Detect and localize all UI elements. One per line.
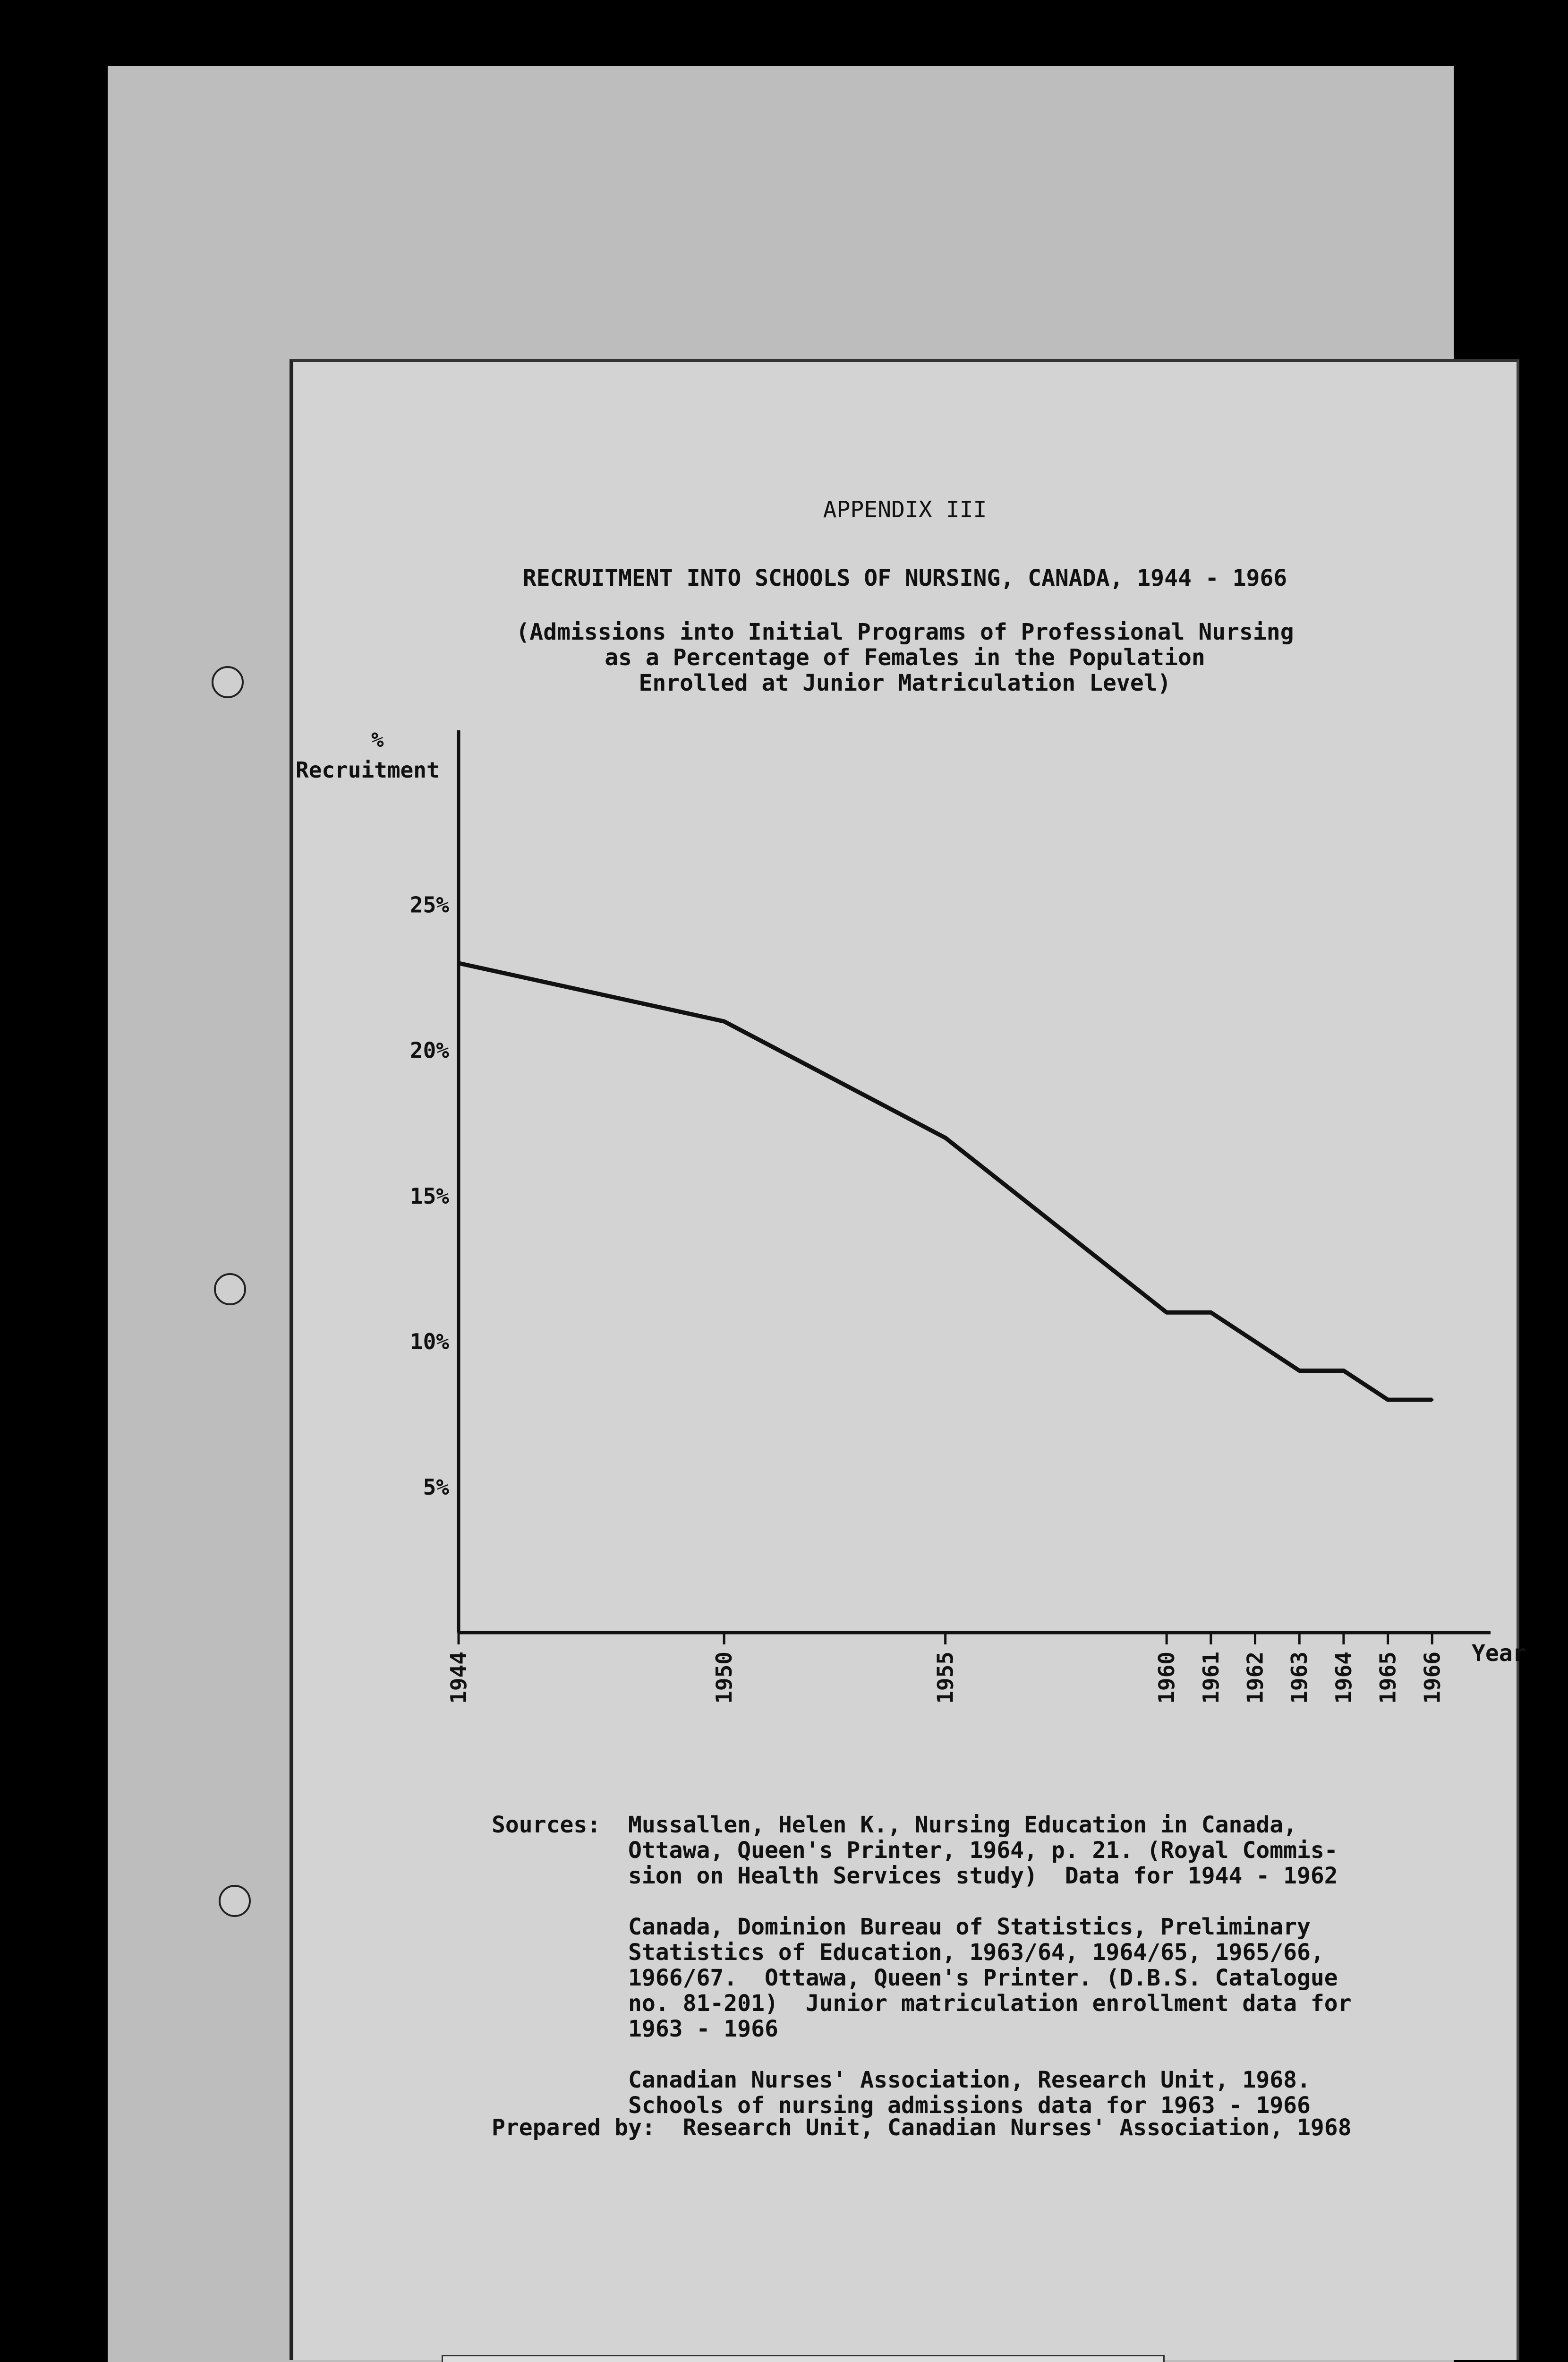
data-point: [1342, 1369, 1345, 1372]
data-point: [457, 962, 460, 965]
document-sheet: [290, 359, 1526, 2360]
punch-hole: [214, 1273, 246, 1305]
y-axis-ticks: [410, 892, 449, 1500]
sources-text: Sources: Mussallen, Helen K., Nursing Education in Canada, Ottawa, Queen's Printer, 1964, p. 21. (Royal Commis- sion on Health Services study) Data for 1944 - 1962 Canada, Dominion Bureau of Statistics, Preliminary Statistics of Education, 1963/64, 1964/65, 1965/66, 1966/67. Ottawa, Queen's Printer. (D.B.S. Catalogue no. 81-201) Junior matriculation enrollment data for 1963 - 1966 Canadian Nurses' Association, Research Unit, 1968. Schools of nursing admissions data for 1963 - 1966: [492, 1812, 1352, 2119]
data-point: [1254, 1340, 1257, 1343]
data-point: [1210, 1311, 1212, 1314]
x-tick-label: 1966: [1419, 1652, 1445, 1704]
x-tick-label: 1955: [932, 1652, 958, 1704]
chart-series: [457, 962, 1433, 1401]
x-tick-label: 1964: [1330, 1652, 1356, 1704]
series-line: [459, 963, 1432, 1400]
y-tick-label: 25%: [409, 892, 449, 918]
punch-hole: [212, 666, 244, 698]
data-point: [723, 1020, 725, 1023]
prepared-by-text: Prepared by: Research Unit, Canadian Nurses' Association, 1968: [492, 2114, 1352, 2141]
document-title: RECRUITMENT INTO SCHOOLS OF NURSING, CANADA, 1944 - 1966: [522, 565, 1287, 591]
y-tick-label: 15%: [409, 1183, 449, 1209]
y-tick-label: 10%: [409, 1328, 449, 1354]
data-point: [944, 1137, 947, 1139]
x-tick-label: 1963: [1287, 1652, 1312, 1704]
chart-axes: [459, 730, 1491, 1633]
x-axis-label: Year: [1472, 1640, 1526, 1667]
x-axis-ticks: [446, 1633, 1445, 1704]
data-point: [1387, 1398, 1389, 1401]
line-chart: [293, 362, 1526, 1732]
x-tick-label: 1960: [1154, 1652, 1180, 1704]
x-tick-label: 1962: [1242, 1652, 1268, 1704]
x-tick-label: 1961: [1198, 1652, 1224, 1704]
y-tick-label: 20%: [409, 1037, 449, 1063]
x-tick-label: 1944: [446, 1652, 471, 1704]
appendix-heading: APPENDIX III: [823, 496, 987, 523]
y-axis-label: Recruitment: [296, 757, 440, 783]
punch-hole: [219, 1885, 251, 1917]
y-axis-label-unit: %: [371, 728, 384, 752]
y-tick-label: 5%: [423, 1474, 449, 1500]
data-point: [1165, 1311, 1168, 1314]
archive-backing-card: [108, 66, 1526, 2362]
data-point: [1298, 1369, 1301, 1372]
x-tick-label: 1965: [1375, 1652, 1401, 1704]
x-tick-label: 1950: [711, 1652, 737, 1704]
document-subtitle: (Admissions into Initial Programs of Professional Nursing as a Percentage of Females in the Population Enrolled at Junior Matriculation Level): [516, 619, 1294, 696]
data-point: [1431, 1398, 1433, 1401]
archive-label: [442, 2355, 1165, 2362]
